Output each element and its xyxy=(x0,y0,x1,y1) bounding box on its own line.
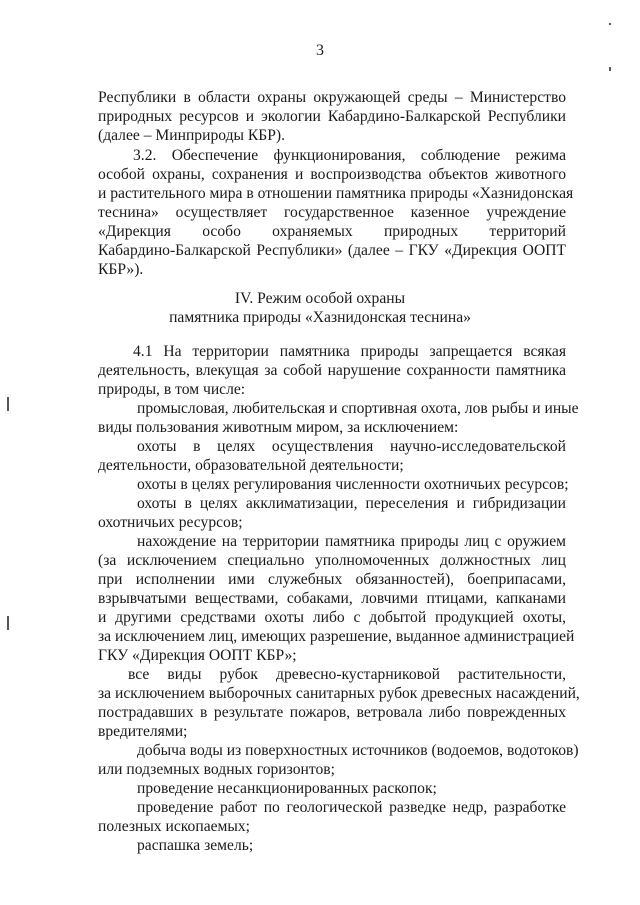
margin-mark xyxy=(7,397,9,411)
text-line: взрывчатыми веществами, собаками, ловчими птицами, капканами xyxy=(98,590,566,607)
scan-speck xyxy=(609,67,611,71)
text-line: пострадавших в результате пожаров, ветровала либо поврежденных xyxy=(98,704,566,721)
text-line: охотничьих ресурсов; xyxy=(98,514,243,531)
list-item: охоты в целях осуществления научно-исследовательской xyxy=(137,438,566,455)
text-line: при исполнении ими служебных обязанностей), боеприпасами, xyxy=(98,571,566,588)
text-line: виды пользования животным миром, за исключением: xyxy=(98,419,459,436)
text-line: за исключением выборочных санитарных рубок древесных насаждений, xyxy=(98,685,580,702)
list-item: добыча воды из поверхностных источников (водоемов, водотоков) xyxy=(137,742,579,759)
text-line: за исключением лиц, имеющих разрешение, выданное администрацией xyxy=(98,628,575,645)
text-line: вредителями; xyxy=(98,723,188,740)
scan-speck xyxy=(609,23,611,25)
section-subheading: памятника природы «Хазнидонская теснина» xyxy=(169,309,471,326)
text-line: и растительного мира в отношении памятника природы «Хазнидонская xyxy=(98,185,574,202)
list-item: охоты в целях регулирования численности охотничьих ресурсов; xyxy=(137,476,569,493)
text-line: деятельности, образовательной деятельности; xyxy=(98,457,404,474)
section-heading: IV. Режим особой охраны xyxy=(234,290,406,307)
text-line: природных ресурсов и экологии Кабардино-Балкарской Республики xyxy=(98,108,566,125)
list-item: промысловая, любительская и спортивная охота, лов рыбы и иные xyxy=(137,400,579,417)
text-line: Кабардино-Балкарской Республики» (далее – ГКУ «Дирекция ООПТ xyxy=(98,242,566,259)
text-line: деятельность, влекущая за собой нарушение сохранности памятника xyxy=(98,362,566,379)
list-item: охоты в целях акклиматизации, переселения и гибридизации xyxy=(137,495,566,512)
text-line: (далее – Минприроды КБР). xyxy=(98,127,286,144)
text-line: и другими средствами охоты либо с добытой продукцией охоты, xyxy=(98,609,566,626)
text-line: КБР»). xyxy=(98,261,144,278)
list-item: распашка земель; xyxy=(137,837,254,854)
list-item: проведение работ по геологической разведке недр, разработке xyxy=(137,799,566,816)
list-item: нахождение на территории памятника природы лиц с оружием xyxy=(137,533,566,550)
text-line: или подземных водных горизонтов; xyxy=(98,761,335,778)
list-item: проведение несанкционированных раскопок; xyxy=(137,780,437,797)
text-line: теснина» осуществляет государственное казенное учреждение xyxy=(98,204,566,221)
paragraph-4-1-start: 4.1 На территории памятника природы запрещается всякая xyxy=(133,343,566,360)
text-line: Республики в области охраны окружающей среды – Министерство xyxy=(98,89,566,106)
margin-mark xyxy=(7,616,9,630)
text-line: особой охраны, сохранения и воспроизводства объектов животного xyxy=(98,166,566,183)
text-line: «Дирекция особо охраняемых природных территорий xyxy=(98,223,566,240)
text-line: природы, в том числе: xyxy=(98,381,246,398)
paragraph-3-2-start: 3.2. Обеспечение функционирования, соблюдение режима xyxy=(133,147,566,164)
text-line: полезных ископаемых; xyxy=(98,818,251,835)
text-line: ГКУ «Дирекция ООПТ КБР»; xyxy=(98,647,297,664)
page-number: 3 xyxy=(316,42,324,59)
text-line: (за исключением специально уполномоченных должностных лиц xyxy=(98,552,566,569)
list-item: все виды рубок древесно-кустарниковой растительности, xyxy=(128,666,566,683)
